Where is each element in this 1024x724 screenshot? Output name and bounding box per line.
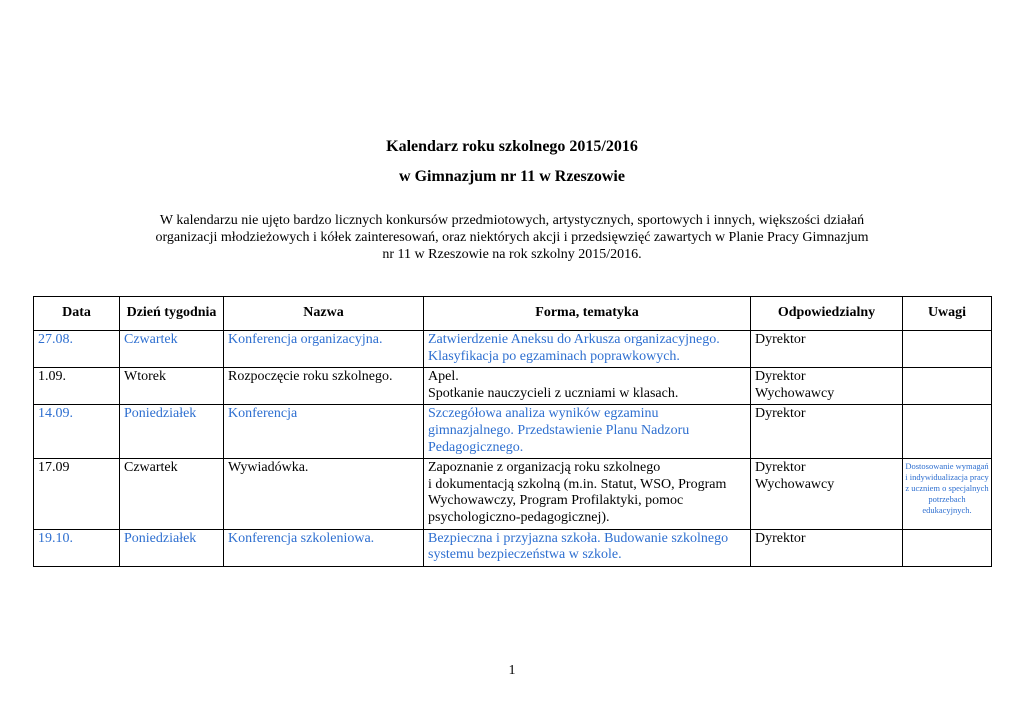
calendar-table — [33, 296, 992, 567]
cell-responsible — [751, 459, 903, 529]
cell-day: Czwartek — [120, 459, 224, 529]
header-day: Dzień tygodnia — [120, 297, 224, 331]
cell-day: Poniedziałek — [120, 405, 224, 459]
responsible-line: Wychowawcy — [755, 385, 835, 401]
cell-day: Poniedziałek — [120, 529, 224, 566]
header-date: Data — [34, 297, 120, 331]
form-line: Zapoznanie z organizacją roku szkolnego — [428, 460, 661, 476]
form-line: Klasyfikacja po egzaminach poprawkowych. — [428, 348, 680, 364]
responsible-line: Dyrektor — [755, 332, 806, 347]
form-line: i dokumentacją szkolną (m.in. Statut, WSO, Program Wychowawczy, Program Profilaktyki, pomoc psychologiczno-pedagogicznej). — [428, 476, 727, 525]
intro-paragraph: W kalendarzu nie ujęto bardzo licznych konkursów przedmiotowych, artystycznych, sportowych i innych, większości działań organizacji młodzieżowych i kółek zainteresowań, oraz niektórych akcji i przedsięwzięć zawartych w Planie Pracy Gimnazjum nr 11 w Rzeszowie na rok szkolny 2015/2016. — [155, 213, 869, 262]
page-number: 1 — [508, 663, 516, 678]
cell-responsible — [751, 529, 903, 566]
form-line: Szczegółowa analiza wyników egzaminu gimnazjalnego. Przedstawienie Planu Nadzoru Pedagogicznego. — [428, 406, 690, 455]
document-subtitle: w Gimnazjum nr 11 w Rzeszowie — [399, 168, 625, 185]
cell-date: 19.10. — [34, 529, 120, 566]
cell-day: Wtorek — [120, 368, 224, 405]
header-name: Nazwa — [224, 297, 424, 331]
responsible-line: Dyrektor — [755, 530, 806, 546]
table-row — [34, 405, 992, 459]
form-line: Zatwierdzenie Aneksu do Arkusza organizacyjnego. — [428, 332, 720, 347]
document-title: Kalendarz roku szkolnego 2015/2016 — [386, 138, 638, 155]
form-line: Spotkanie nauczycieli z uczniami w klasach. — [428, 385, 679, 401]
cell-name: Wywiadówka. — [224, 459, 424, 529]
cell-date: 27.08. — [34, 331, 120, 368]
cell-responsible — [751, 331, 903, 368]
cell-notes — [903, 405, 992, 459]
responsible-line: Wychowawcy — [755, 476, 835, 492]
responsible-line: Dyrektor — [755, 369, 806, 385]
cell-name: Rozpoczęcie roku szkolnego. — [224, 368, 424, 405]
cell-day: Czwartek — [120, 331, 224, 368]
cell-date: 14.09. — [34, 405, 120, 459]
table-row — [34, 368, 992, 405]
cell-notes — [903, 529, 992, 566]
form-line: Apel. — [428, 369, 459, 385]
cell-form — [424, 331, 751, 368]
header-responsible: Odpowiedzialny — [751, 297, 903, 331]
header-form: Forma, tematyka — [424, 297, 751, 331]
table-row — [34, 459, 992, 529]
cell-form — [424, 405, 751, 459]
cell-name: Konferencja szkoleniowa. — [224, 529, 424, 566]
responsible-line: Dyrektor — [755, 406, 806, 422]
table-header-row — [34, 297, 992, 331]
cell-notes — [903, 368, 992, 405]
table-row — [34, 529, 992, 566]
table-row — [34, 331, 992, 368]
cell-date: 17.09 — [34, 459, 120, 529]
cell-responsible — [751, 405, 903, 459]
cell-notes: Dostosowanie wymagań i indywidualizacja pracy z uczniem o specjalnych potrzebach edukacyjnych. — [903, 459, 992, 529]
form-line: Bezpieczna i przyjazna szkoła. Budowanie szkolnego systemu bezpieczeństwa w szkole. — [428, 530, 729, 563]
cell-notes — [903, 331, 992, 368]
cell-form — [424, 529, 751, 566]
header-notes: Uwagi — [903, 297, 992, 331]
cell-responsible — [751, 368, 903, 405]
cell-name: Konferencja — [224, 405, 424, 459]
cell-form — [424, 368, 751, 405]
cell-form — [424, 459, 751, 529]
responsible-line: Dyrektor — [755, 460, 806, 476]
cell-date: 1.09. — [34, 368, 120, 405]
cell-name: Konferencja organizacyjna. — [224, 331, 424, 368]
